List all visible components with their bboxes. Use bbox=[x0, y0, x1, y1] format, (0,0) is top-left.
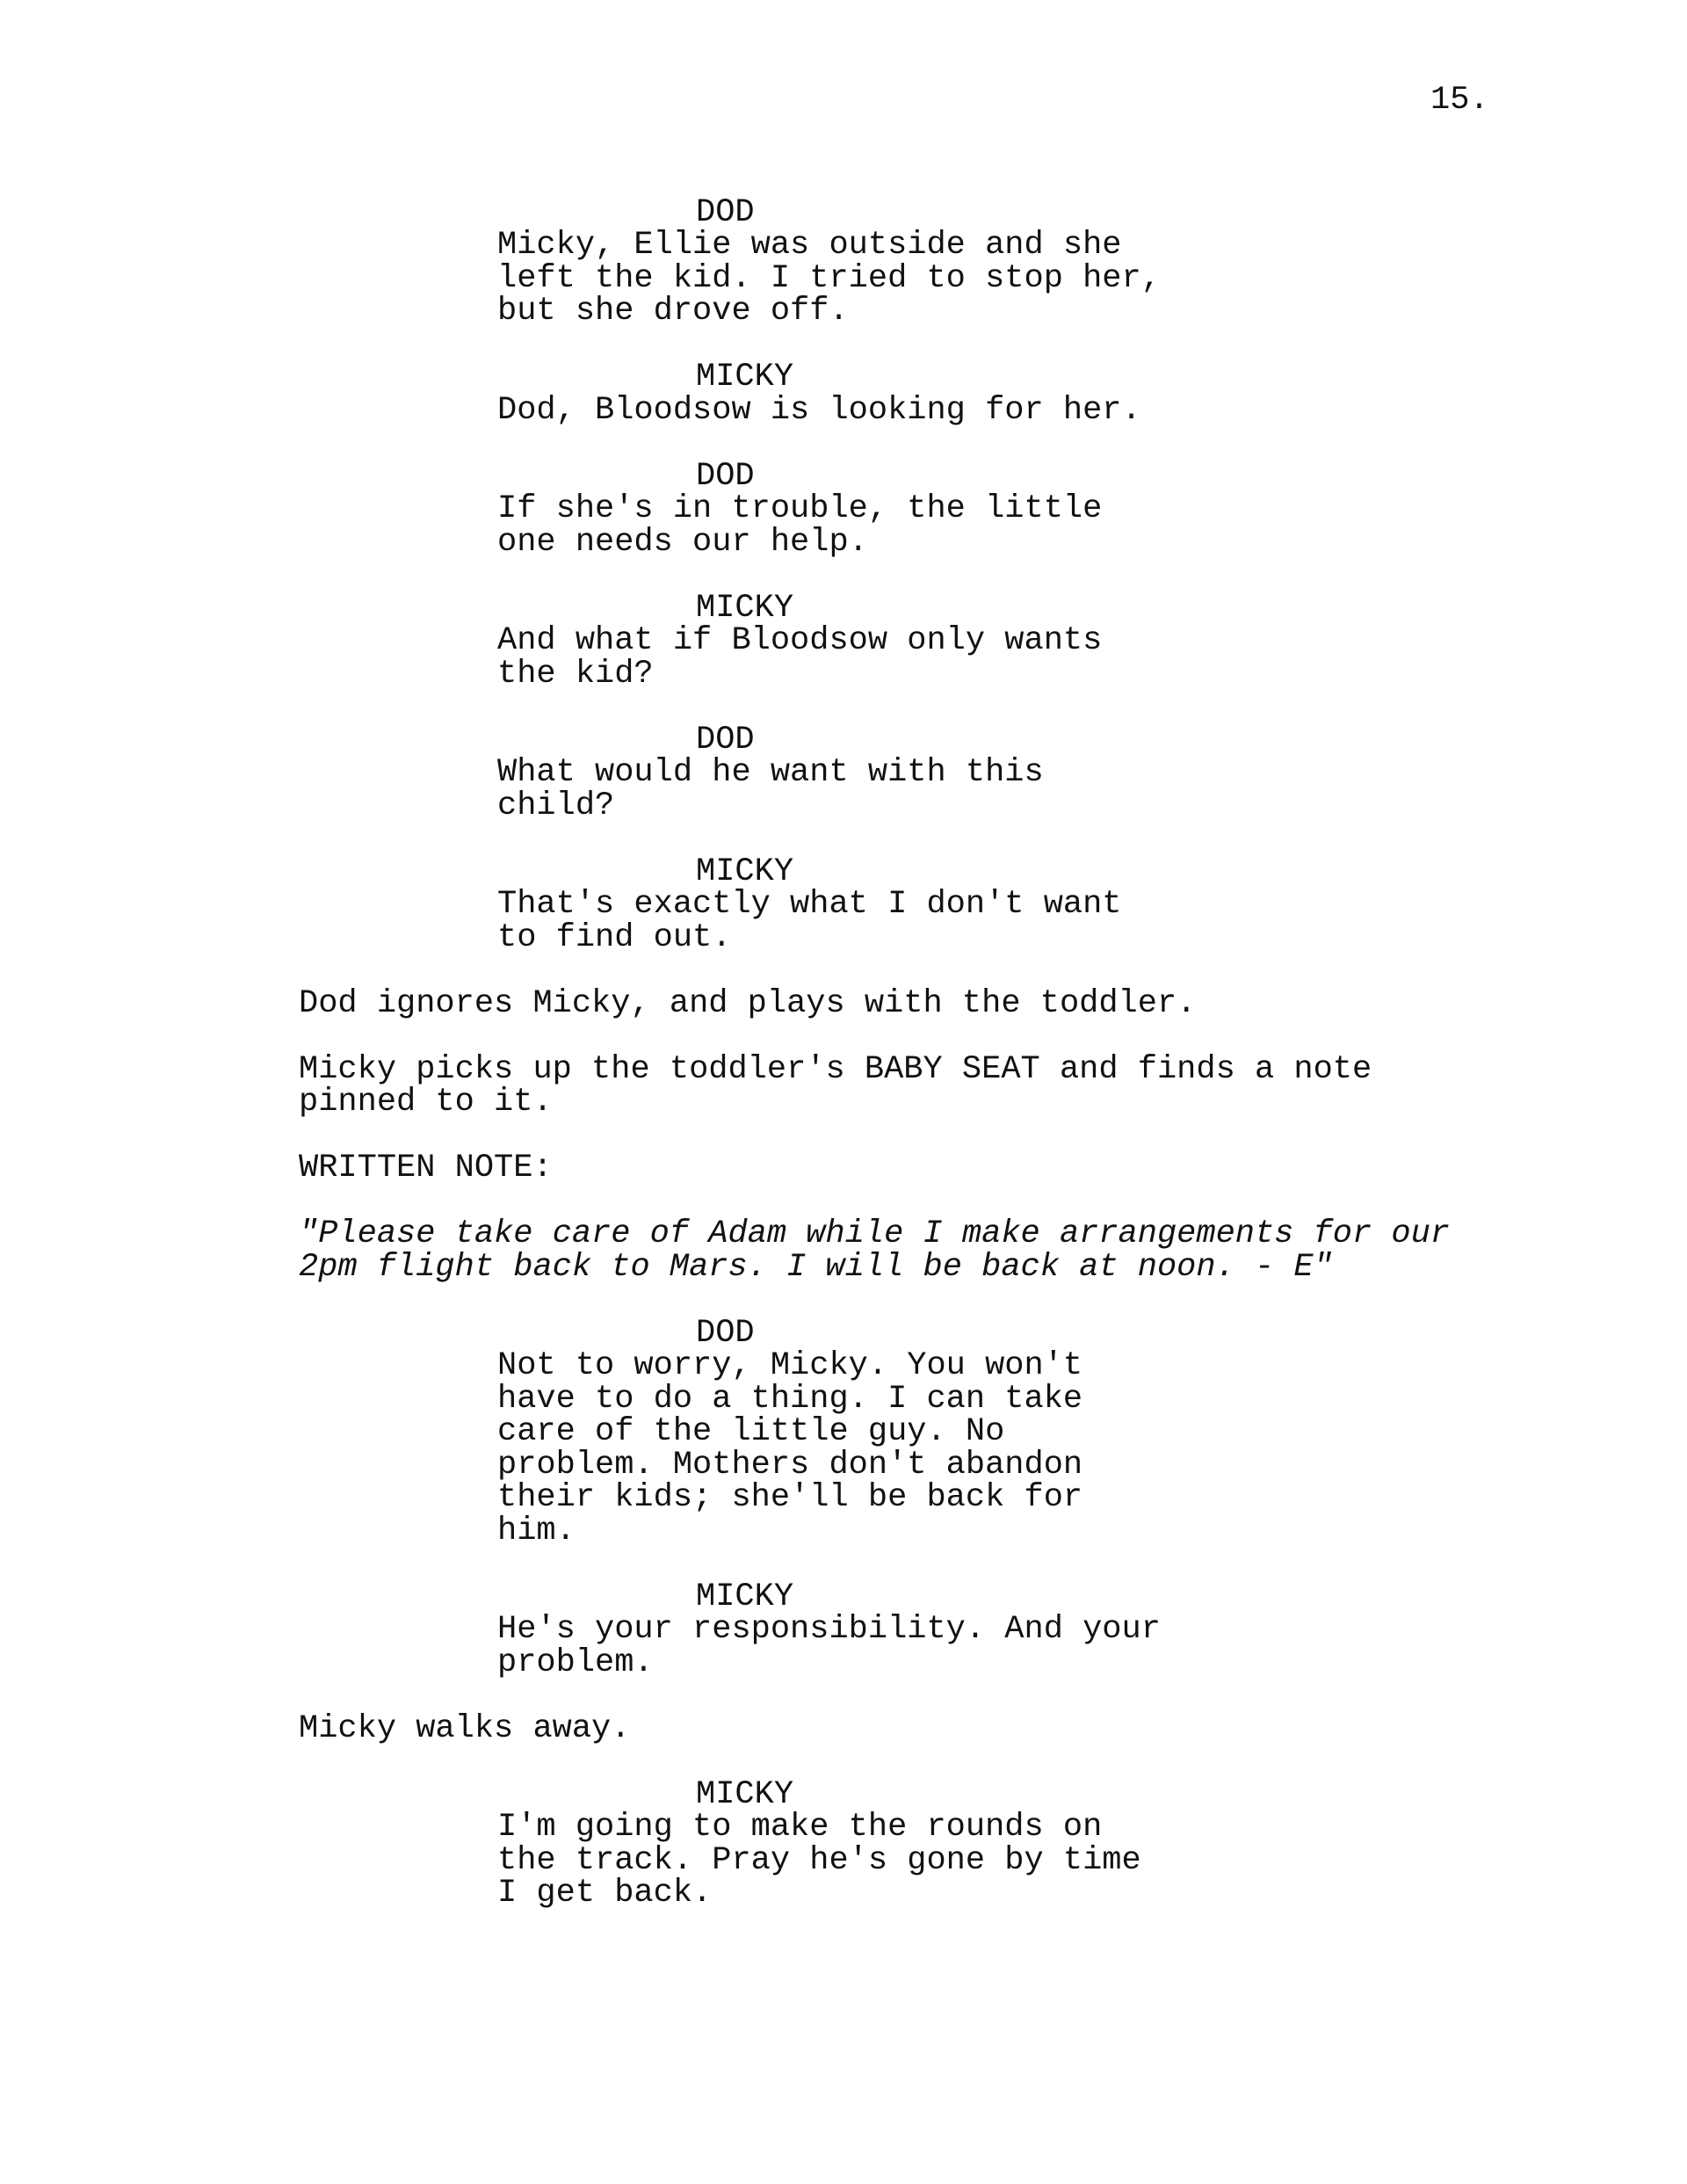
dialogue-line: Micky, Ellie was outside and she bbox=[497, 227, 1122, 264]
action-line: Micky walks away. bbox=[299, 1710, 631, 1747]
dialogue-line: What would he want with this bbox=[497, 754, 1044, 791]
dialogue-line: I get back. bbox=[497, 1875, 713, 1912]
dialogue-line: child? bbox=[497, 787, 615, 824]
action-line: Micky picks up the toddler's BABY SEAT and finds a note bbox=[299, 1051, 1372, 1088]
dialogue-line: Dod, Bloodsow is looking for her. bbox=[497, 392, 1141, 429]
dialogue-line: That's exactly what I don't want bbox=[497, 886, 1122, 923]
dialogue-line: I'm going to make the rounds on bbox=[497, 1809, 1103, 1846]
dialogue-line: him. bbox=[497, 1513, 576, 1549]
character-cue: MICKY bbox=[696, 590, 794, 627]
dialogue-line: problem. bbox=[497, 1644, 654, 1681]
character-cue: MICKY bbox=[696, 359, 794, 395]
character-cue: DOD bbox=[696, 194, 755, 231]
action-line: Dod ignores Micky, and plays with the toddler. bbox=[299, 985, 1197, 1022]
page-number: 15. bbox=[1430, 82, 1489, 119]
dialogue-line: one needs our help. bbox=[497, 524, 868, 561]
dialogue-line: the kid? bbox=[497, 656, 654, 693]
dialogue-line: left the kid. I tried to stop her, bbox=[497, 260, 1161, 297]
dialogue-line: to find out. bbox=[497, 919, 732, 956]
dialogue-line: have to do a thing. I can take bbox=[497, 1381, 1083, 1418]
dialogue-line: care of the little guy. No bbox=[497, 1413, 1005, 1450]
character-cue: DOD bbox=[696, 722, 755, 758]
dialogue-line: but she drove off. bbox=[497, 293, 849, 330]
note-line: "Please take care of Adam while I make arrangements for our bbox=[299, 1215, 1451, 1252]
dialogue-line: If she's in trouble, the little bbox=[497, 490, 1103, 527]
character-cue: MICKY bbox=[696, 853, 794, 890]
character-cue: MICKY bbox=[696, 1578, 794, 1615]
dialogue-line: their kids; she'll be back for bbox=[497, 1479, 1083, 1516]
action-line: WRITTEN NOTE: bbox=[299, 1150, 553, 1186]
character-cue: MICKY bbox=[696, 1776, 794, 1813]
dialogue-line: And what if Bloodsow only wants bbox=[497, 622, 1103, 659]
dialogue-line: problem. Mothers don't abandon bbox=[497, 1447, 1083, 1484]
dialogue-line: Not to worry, Micky. You won't bbox=[497, 1347, 1083, 1384]
character-cue: DOD bbox=[696, 1315, 755, 1352]
character-cue: DOD bbox=[696, 458, 755, 495]
note-line: 2pm flight back to Mars. I will be back at noon. - E" bbox=[299, 1249, 1333, 1286]
dialogue-line: the track. Pray he's gone by time bbox=[497, 1842, 1141, 1879]
dialogue-line: He's your responsibility. And your bbox=[497, 1611, 1161, 1648]
action-line: pinned to it. bbox=[299, 1084, 553, 1121]
